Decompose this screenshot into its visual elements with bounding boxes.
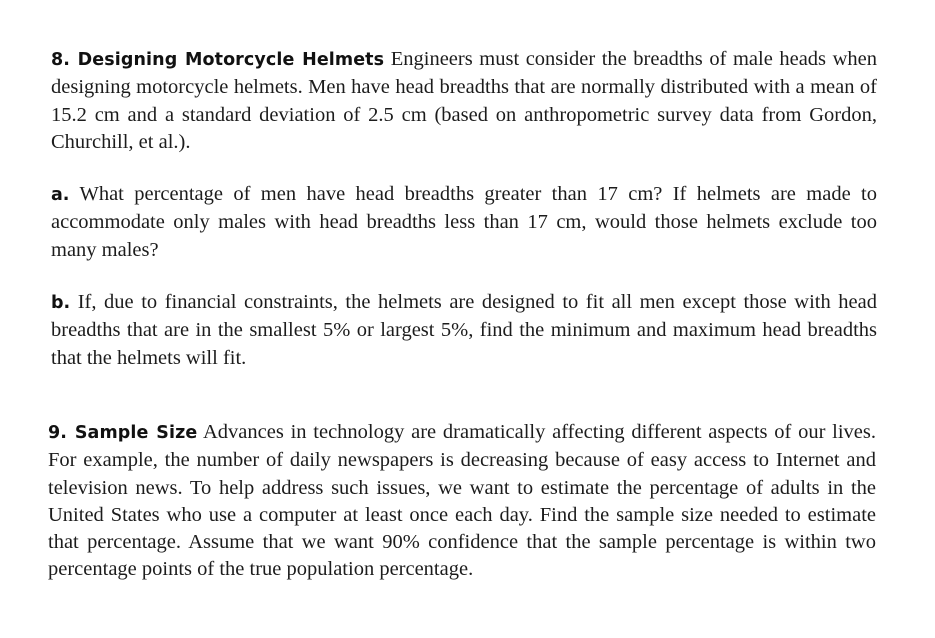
part-a-text: What percentage of men have head breadths greater than 17 cm? If helmets are made to accommodate only males with head breadths less than 17 cm, would those helmets exclude too many males? [51,183,877,261]
problem-8-part-b [51,289,877,372]
part-a-label: a. [51,185,70,205]
problem-8-heading: 8. Designing Motorcycle Helmets [51,50,385,70]
problem-9-body: Advances in technology are dramatically affecting different aspects of our lives. For example, the number of daily newspapers is decreasing because of easy access to Internet and television news. To help address such issues, we want to estimate the percentage of adults in the United States who use a computer at least once each day. Find the sample size needed to estimate that percentage. Assume that we want 90% confidence that the sample percentage is within two percentage points of the true population percentage. [48,421,876,581]
problem-9-heading: 9. Sample Size [48,423,198,443]
problem-8-part-a [51,181,877,264]
problem-8-paragraph [51,46,877,156]
part-b-label: b. [51,293,71,313]
problem-8-body: Engineers must consider the breadths of male heads when designing motorcycle helmets. Men have head breadths that are normally distributed with a mean of 15.2 cm and a standard deviation of 2.5 cm (based on anthropometric survey data from Gordon, Churchill, et al.). [51,48,877,153]
problem-9-paragraph [48,419,876,584]
part-b-text: If, due to financial constraints, the helmets are designed to fit all men except those with head breadths that are in the smallest 5% or largest 5%, find the minimum and maximum head breadths that the helmets will fit. [51,291,877,369]
